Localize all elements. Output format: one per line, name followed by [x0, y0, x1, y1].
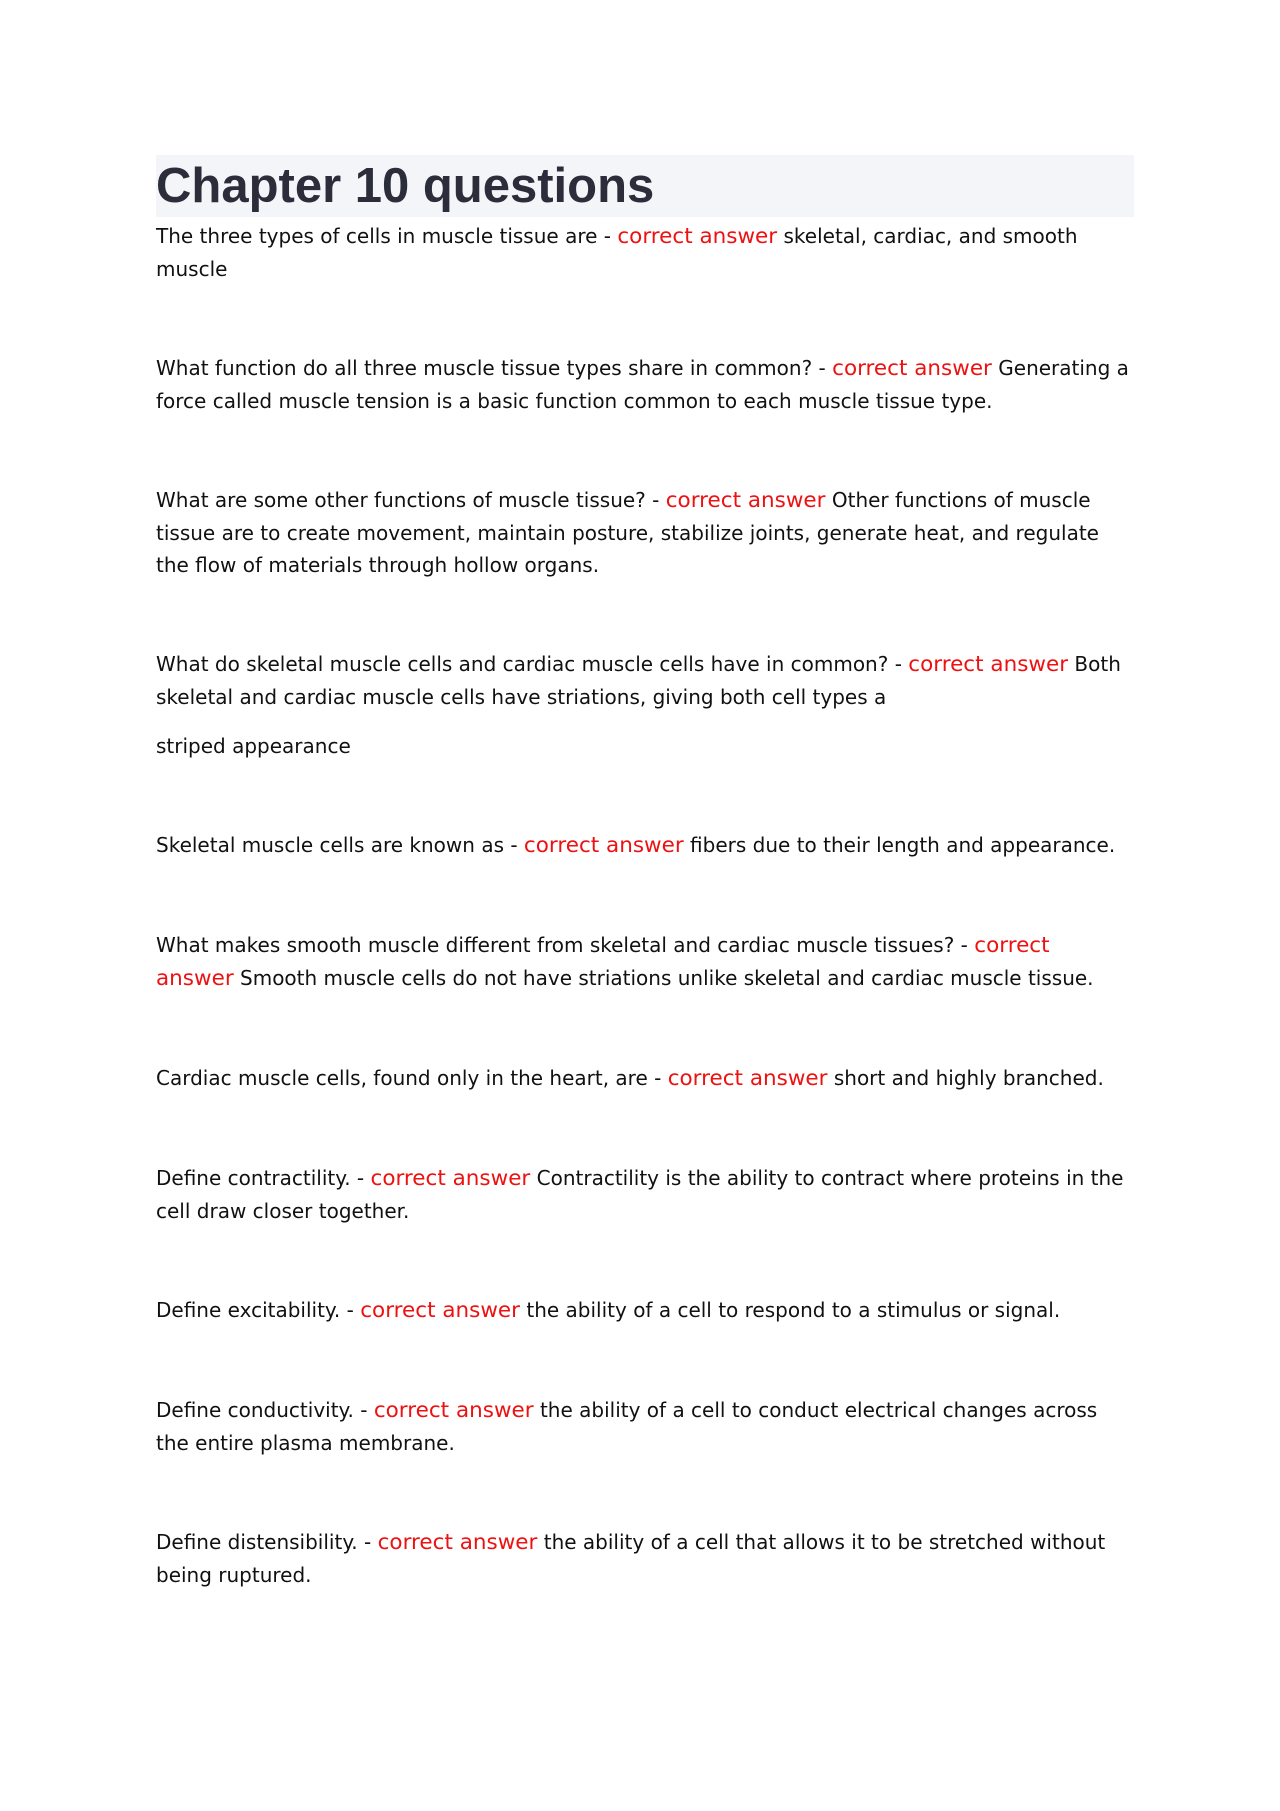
qa-item-5	[156, 829, 1134, 862]
answer-label: correct answer	[377, 1530, 538, 1555]
question-text: Define excitability. -	[156, 1298, 361, 1322]
question-text: Define conductivity. -	[156, 1398, 374, 1422]
answer-text: Other functions of muscle tissue are to create movement, maintain posture, stabilize joints, generate heat, and regulate the flow of materials through hollow organs.	[156, 488, 1099, 577]
qa-item-10	[156, 1394, 1134, 1459]
answer-text: fibers due to their length and appearance.	[683, 833, 1116, 857]
answer-text: the ability of a cell to respond to a stimulus or signal.	[520, 1298, 1061, 1322]
qa-item-6	[156, 929, 1134, 995]
answer-text: Smooth muscle cells do not have striations unlike skeletal and cardiac muscle tissue.	[233, 966, 1094, 990]
answer-label: correct answer	[617, 224, 778, 249]
answer-continuation: striped appearance	[156, 734, 351, 758]
answer-text: Generating a force called muscle tension is a basic function common to each muscle tissue type.	[156, 356, 1129, 413]
answer-text: Contractility is the ability to contract where proteins in the cell draw closer together.	[156, 1166, 1124, 1223]
question-text: Cardiac muscle cells, found only in the heart, are -	[156, 1066, 668, 1090]
answer-label: correct answer	[523, 833, 684, 858]
answer-label: correct answer	[156, 933, 1050, 991]
answer-label: correct answer	[908, 652, 1069, 677]
question-text: The three types of cells in muscle tissue are -	[156, 224, 618, 248]
answer-label: correct answer	[373, 1398, 534, 1423]
question-text: Skeletal muscle cells are known as -	[156, 833, 524, 857]
question-text: What are some other functions of muscle tissue? -	[156, 488, 666, 512]
answer-text: short and highly branched.	[827, 1066, 1104, 1090]
question-text: Define contractility. -	[156, 1166, 371, 1190]
title-bar	[156, 155, 1134, 217]
answer-label: correct answer	[667, 1066, 828, 1091]
answer-label: correct answer	[832, 356, 992, 381]
page-title: Chapter 10 questions	[156, 159, 655, 213]
qa-item-1	[156, 220, 1134, 285]
answer-text: the ability of a cell to conduct electrical changes across the entire plasma membrane.	[156, 1398, 1098, 1455]
question-text: What makes smooth muscle different from skeletal and cardiac muscle tissues? -	[156, 933, 975, 957]
answer-label: correct answer	[360, 1298, 520, 1323]
qa-item-7	[156, 1062, 1134, 1095]
question-text: Define distensibility. -	[156, 1530, 378, 1554]
qa-item-2	[156, 352, 1134, 417]
qa-item-4	[156, 648, 1134, 713]
question-text: What do skeletal muscle cells and cardiac muscle cells have in common? -	[156, 652, 909, 676]
answer-text: Both skeletal and cardiac muscle cells have striations, giving both cell types a	[156, 652, 1121, 709]
qa-item-11	[156, 1526, 1134, 1591]
qa-item-3	[156, 484, 1134, 581]
answer-label: correct answer	[370, 1166, 531, 1191]
answer-text: skeletal, cardiac, and smooth muscle	[156, 224, 1078, 281]
qa-item-8	[156, 1162, 1134, 1227]
answer-label: correct answer	[665, 488, 826, 513]
question-text: What function do all three muscle tissue types share in common? -	[156, 356, 833, 380]
qa-item-9	[156, 1294, 1134, 1327]
document-page	[156, 155, 1134, 1591]
answer-text: the ability of a cell that allows it to be stretched without being ruptured.	[156, 1530, 1106, 1587]
